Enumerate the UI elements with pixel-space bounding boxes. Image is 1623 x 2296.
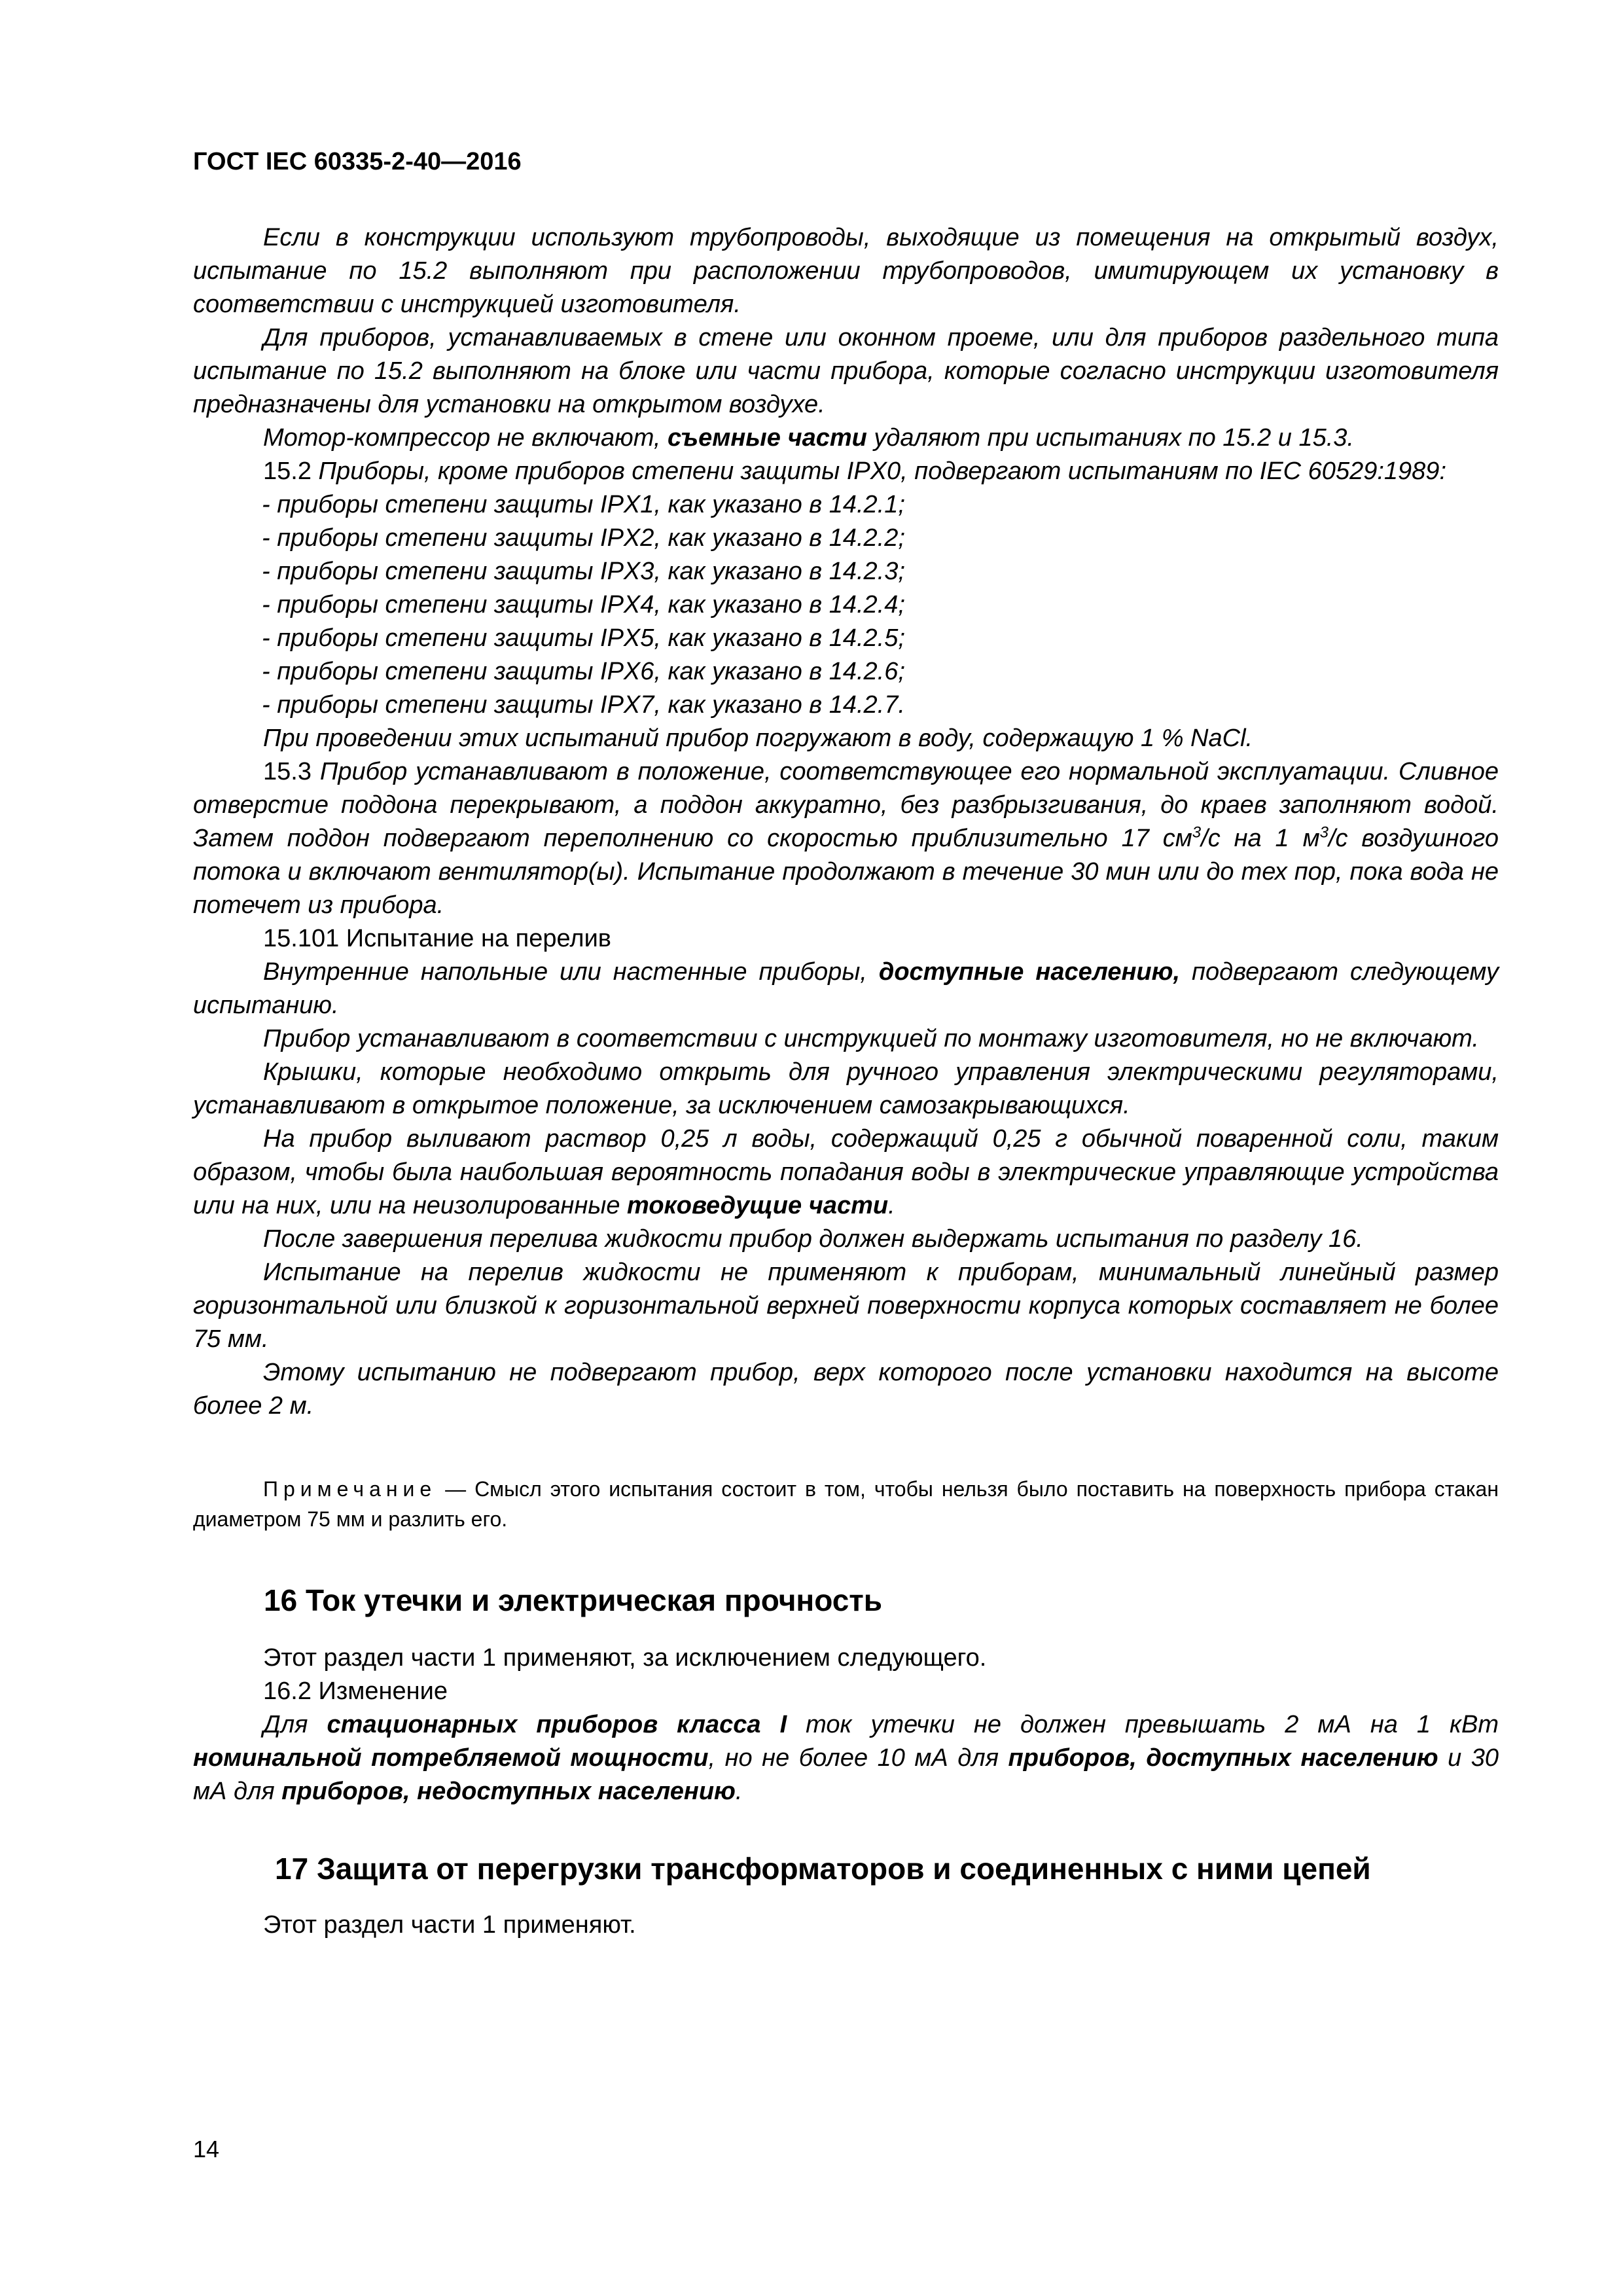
- paragraph-solution: На прибор выливают раствор 0,25 л воды, содержащий 0,25 г обычной поваренной соли, таким образом, чтобы была наибольшая вероятность попадания воды в электрические управляющие устройства или на них, или на неизолированные токоведущие части.: [193, 1125, 1499, 1219]
- list-item: - приборы степени защиты IPX3, как указано в 14.2.3;: [262, 558, 905, 585]
- section-16-body: [193, 1641, 1499, 1808]
- term-stationary-class-i: стационарных приборов класса I: [327, 1711, 787, 1738]
- clause-15-101-title: 15.101 Испытание на перелив: [263, 925, 611, 952]
- term-accessible-appliances: приборов, доступных населению: [1008, 1744, 1438, 1772]
- term-rated-power-input: номинальной потребляемой мощности: [193, 1744, 709, 1772]
- term-accessible-to-public: доступные населению,: [878, 958, 1181, 986]
- clause-15-2: 15.2 Приборы, кроме приборов степени защиты IPX0, подвергают испытаниям по IEC 60529:1989:: [263, 457, 1446, 485]
- list-item: - приборы степени защиты IPX6, как указано в 14.2.6;: [262, 658, 905, 685]
- clause-15-3: 15.3 Прибор устанавливают в положение, соответствующее его нормальной эксплуатации. Сливное отверстие поддона перекрывают, а поддон аккуратно, без разбрызгивания, до краев заполняют водой. Затем поддон подвергают переполнению со скоростью приблизительно 17 $см^3/с$ на 1 $м^3/с$ воздушного потока и включают вентилятор(ы). Испытание продолжают в течение 30 мин или до тех пор, пока вода не потечет из прибора.: [193, 758, 1499, 919]
- list-item: - приборы степени защиты IPX5, как указано в 14.2.5;: [262, 624, 905, 652]
- document-header: ГОСТ IEC 60335-2-40—2016: [193, 148, 522, 175]
- paragraph-motor-compressor: Мотор-компрессор не включают, съемные части удаляют при испытаниях по 15.2 и 15.3.: [263, 424, 1354, 452]
- clause-number: 15.3: [263, 758, 312, 785]
- paragraph-indoor-appliances: Внутренние напольные или настенные приборы, доступные населению, подвергают следующему испытанию.: [193, 958, 1499, 1019]
- list-item: - приборы степени защиты IPX4, как указано в 14.2.4;: [262, 591, 905, 619]
- paragraph-pipes: Если в конструкции используют трубопроводы, выходящие из помещения на открытый воздух, испытание по 15.2 выполняют при расположении трубопроводов, имитирующем их установку в соответствии с инструкцией изготовителя.: [193, 224, 1499, 318]
- section-16-heading: 16 Ток утечки и электрическая прочность: [264, 1583, 883, 1617]
- paragraph-wall-units: Для приборов, устанавливаемых в стене или оконном проеме, или для приборов раздельного типа испытание по 15.2 выполняют на блоке или части прибора, которые согласно инструкции изготовителя предназначены для установки на открытом воздухе.: [193, 324, 1499, 418]
- body-text: [193, 221, 1499, 1423]
- page-number: 14: [193, 2136, 220, 2162]
- paragraph-height: Этому испытанию не подвергают прибор, верх которого после установки находится на высоте более 2 м.: [193, 1359, 1499, 1420]
- term-live-parts: токоведущие части: [627, 1192, 889, 1219]
- list-item: - приборы степени защиты IPX1, как указано в 14.2.1;: [262, 491, 905, 518]
- note-label: Примечание: [263, 1477, 437, 1501]
- paragraph-after-overflow: После завершения перелива жидкости прибор должен выдержать испытания по разделу 16.: [263, 1225, 1363, 1253]
- list-item: - приборы степени защиты IPX7, как указано в 14.2.7.: [262, 691, 905, 719]
- paragraph-nacl: При проведении этих испытаний прибор погружают в воду, содержащую 1 % NaCl.: [263, 725, 1253, 752]
- term-non-accessible-appliances: приборов, недоступных населению: [281, 1778, 736, 1805]
- section-17-text: Этот раздел части 1 применяют.: [263, 1911, 636, 1939]
- list-item: - приборы степени защиты IPX2, как указано в 14.2.2;: [262, 524, 905, 552]
- clause-number: 15.2: [263, 457, 312, 485]
- clause-16-2-title: 16.2 Изменение: [263, 1677, 448, 1705]
- note-text: — Смысл этого испытания состоит в том, чтобы нельзя было поставить на поверхность прибора стакан диаметром 75 мм и разлить его.: [193, 1477, 1499, 1531]
- paragraph-section-16-applies: Этот раздел части 1 применяют, за исключением следующего.: [263, 1644, 987, 1672]
- term-removable-parts: съемные части: [668, 424, 867, 452]
- paragraph-not-applied: Испытание на перелив жидкости не применяют к приборам, минимальный линейный размер горизонтальной или близкой к горизонтальной верхней поверхности корпуса которых составляет не более 75 мм.: [193, 1259, 1499, 1353]
- paragraph-leakage-current: Для стационарных приборов класса I ток утечки не должен превышать 2 мА на 1 кВт номинальной потребляемой мощности, но не более 10 мА для приборов, доступных населению и 30 мА для приборов, недоступных населению.: [193, 1711, 1499, 1805]
- section-17-heading: 17 Защита от перегрузки трансформаторов и соединенных с ними цепей: [275, 1852, 1371, 1886]
- paragraph-installation: Прибор устанавливают в соответствии с инструкцией по монтажу изготовителя, но не включают.: [263, 1025, 1479, 1052]
- note: [193, 1474, 1499, 1534]
- paragraph-covers: Крышки, которые необходимо открыть для ручного управления электрическими регуляторами, устанавливают в открытое положение, за исключением самозакрывающихся.: [193, 1058, 1499, 1119]
